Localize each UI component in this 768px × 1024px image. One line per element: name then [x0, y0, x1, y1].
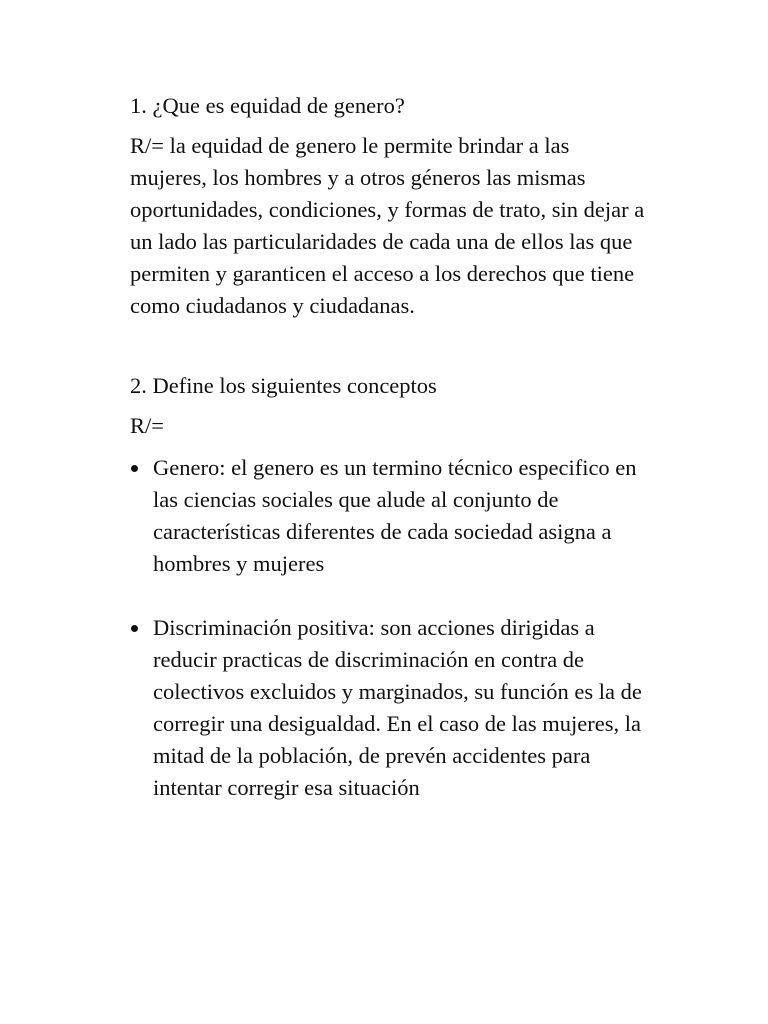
bullet-icon [131, 465, 138, 472]
concept-text: Discriminación positiva: son acciones dirigidas a reducir practicas de discriminación en contra de colectivos excluidos y marginados, su función es la de corregir una desigualdad. En el caso de las mujeres, la mitad de la población, de prevén accidentes para intentar corregir esa situación [153, 615, 642, 800]
question-2-answer-prefix: R/= [130, 413, 164, 438]
concept-item-discriminacion-positiva [130, 612, 650, 804]
question-1-answer: R/= la equidad de genero le permite brindar a las mujeres, los hombres y a otros géneros las mismas oportunidades, condiciones, y formas de trato, sin dejar a un lado las particularidades de cada una de ellos las que permiten y garanticen el acceso a los derechos que tiene como ciudadanos y ciudadanas. [130, 133, 645, 318]
document-page [130, 90, 650, 804]
question-2-title: 2. Define los siguientes conceptos [130, 373, 437, 398]
question-1-title: 1. ¿Que es equidad de genero? [130, 93, 405, 118]
concept-list [130, 452, 650, 804]
concept-item-genero [130, 452, 650, 580]
bullet-icon [131, 625, 138, 632]
concept-text: Genero: el genero es un termino técnico especifico en las ciencias sociales que alude al conjunto de características diferentes de cada sociedad asigna a hombres y mujeres [153, 455, 637, 576]
